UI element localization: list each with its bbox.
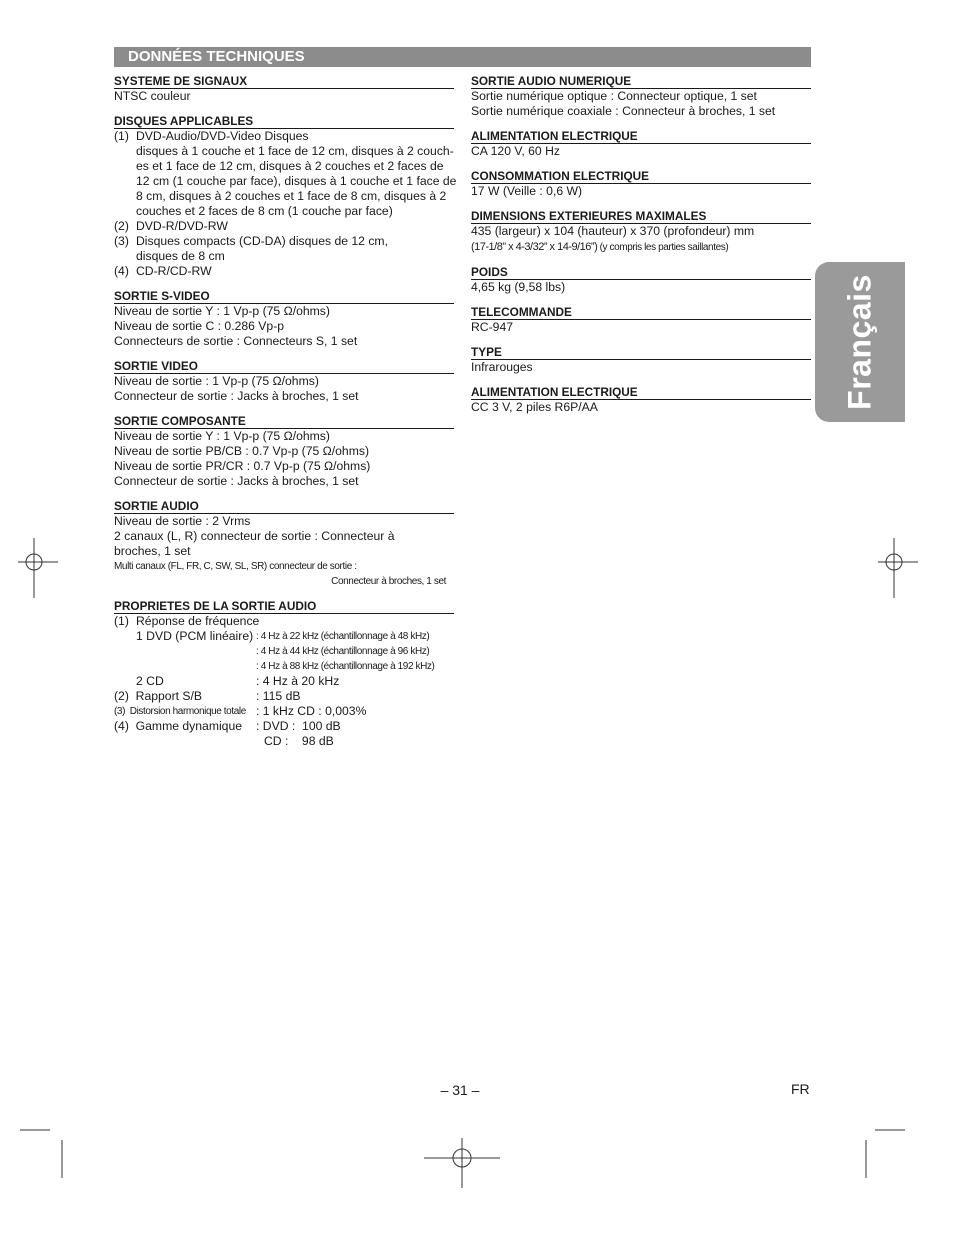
dimensions-section	[471, 208, 811, 255]
spec-line: Infrarouges	[471, 360, 533, 374]
spec-line: Niveau de sortie : 2 Vrms	[114, 514, 251, 528]
language-side-tab-label: Français	[841, 274, 878, 410]
item-number: (4)	[114, 264, 129, 278]
crop-mark-bottom-right-icon	[860, 1128, 920, 1183]
list-item	[114, 234, 454, 249]
dimensions-inches: (17-1/8” x 4-3/32” x 14-9/16”)	[471, 241, 598, 253]
spec-line: Niveau de sortie PB/CB : 0.7 Vp-p (75 Ω/ohms)	[114, 444, 370, 458]
spec-label-empty	[114, 734, 264, 749]
section-heading: PROPRIETES DE LA SORTIE AUDIO	[114, 598, 454, 614]
spec-row	[114, 704, 454, 719]
section-heading: DISQUES APPLICABLES	[114, 113, 454, 129]
spec-line: Connecteur de sortie : Jacks à broches, 1 set	[114, 389, 359, 403]
item-number: (2)	[114, 219, 129, 233]
item-text: CD-R/CD-RW	[136, 264, 212, 278]
s-video-output-section	[114, 288, 454, 349]
audio-output-section	[114, 498, 454, 589]
spec-value: : 4 Hz à 20 kHz	[256, 674, 340, 688]
spec-line: Connecteur à broches, 1 set	[331, 576, 446, 587]
spec-line: Connecteurs de sortie : Connecteurs S, 1 set	[114, 334, 358, 348]
spec-label: (2) Rapport S/B	[114, 689, 203, 703]
item-text: DVD-R/DVD-RW	[136, 219, 228, 233]
spec-row	[114, 629, 454, 644]
section-heading: SYSTEME DE SIGNAUX	[114, 73, 454, 89]
section-heading: CONSOMMATION ELECTRIQUE	[471, 168, 811, 184]
spec-row	[114, 644, 454, 659]
spec-row	[114, 689, 454, 704]
spec-line: RC-947	[471, 320, 513, 334]
item-continuation: disques de 8 cm	[136, 249, 225, 263]
list-item	[114, 614, 454, 629]
item-number: (1)	[114, 129, 129, 143]
spec-line: 435 (largeur) x 104 (hauteur) x 370 (profondeur) mm	[471, 224, 755, 238]
section-heading: SORTIE AUDIO	[114, 498, 454, 514]
left-column	[114, 73, 457, 758]
power-supply-section	[471, 128, 811, 159]
spec-line: broches, 1 set	[114, 544, 191, 558]
item-continuation: disques à 1 couche et 1 face de 12 cm, disques à 2 couch-	[136, 144, 454, 158]
dimensions-note: (y compris les parties saillantes)	[597, 242, 729, 253]
crop-mark-bottom-left-icon	[20, 1128, 80, 1183]
spec-line: Niveau de sortie C : 0.286 Vp-p	[114, 319, 285, 333]
section-heading: ALIMENTATION ELECTRIQUE	[471, 128, 811, 144]
spec-line: Niveau de sortie Y : 1 Vp-p (75 Ω/ohms)	[114, 304, 330, 318]
language-code: FR	[791, 1081, 810, 1097]
registration-mark-left-icon	[18, 538, 58, 598]
list-item	[114, 219, 454, 234]
spec-row	[114, 674, 454, 689]
spec-label-empty	[114, 644, 256, 659]
spec-row	[114, 659, 454, 674]
section-heading: SORTIE AUDIO NUMERIQUE	[471, 73, 811, 89]
list-item	[114, 129, 454, 144]
registration-mark-right-icon	[878, 538, 918, 598]
spec-line: Niveau de sortie PR/CR : 0.7 Vp-p (75 Ω/ohms)	[114, 459, 371, 473]
power-consumption-section	[471, 168, 811, 199]
spec-line: 2 canaux (L, R) connecteur de sortie : Connecteur à	[114, 529, 395, 543]
spec-row	[114, 734, 454, 749]
spec-line: 17 W (Veille : 0,6 W)	[471, 184, 583, 198]
registration-mark-bottom-icon	[424, 1138, 504, 1188]
item-text: Disques compacts (CD-DA) disques de 12 cm,	[136, 234, 388, 248]
item-text: Réponse de fréquence	[136, 614, 260, 628]
digital-audio-output-section	[471, 73, 811, 119]
spec-line	[471, 239, 811, 255]
audio-properties-section	[114, 598, 454, 749]
spec-value: : 4 Hz à 44 kHz (échantillonnage à 96 kHz)	[256, 646, 430, 657]
remote-control-section	[471, 304, 811, 335]
item-text: DVD-Audio/DVD-Video Disques	[136, 129, 309, 143]
spec-line: NTSC couleur	[114, 89, 191, 103]
section-title-banner	[114, 47, 811, 67]
remote-power-section	[471, 384, 811, 415]
spec-line: CA 120 V, 60 Hz	[471, 144, 560, 158]
remote-type-section	[471, 344, 811, 375]
spec-label-empty	[114, 659, 256, 674]
list-item	[114, 264, 454, 279]
signal-system-section	[114, 73, 454, 104]
spec-value: : 1 kHz CD : 0,003%	[256, 704, 367, 718]
spec-line: Sortie numérique optique : Connecteur optique, 1 set	[471, 89, 757, 103]
section-heading: DIMENSIONS EXTERIEURES MAXIMALES	[471, 208, 811, 224]
section-heading: POIDS	[471, 264, 811, 280]
spec-line: CC 3 V, 2 piles R6P/AA	[471, 400, 598, 414]
section-heading: TYPE	[471, 344, 811, 360]
spec-label: (4) Gamme dynamique	[114, 719, 243, 733]
section-heading: SORTIE VIDEO	[114, 358, 454, 374]
applicable-discs-section	[114, 113, 457, 279]
spec-row	[114, 719, 454, 734]
section-title: DONNÉES TECHNIQUES	[128, 48, 305, 65]
component-output-section	[114, 413, 454, 489]
spec-label: 2 CD	[136, 674, 164, 688]
item-number: (3)	[114, 234, 129, 248]
spec-line: Sortie numérique coaxiale : Connecteur à broches, 1 set	[471, 104, 776, 118]
spec-value: : 4 Hz à 22 kHz (échantillonnage à 48 kHz)	[256, 631, 430, 642]
language-side-tab	[815, 262, 905, 422]
item-continuation: 8 cm, disques à 2 couches et 1 face de 8 cm, disques à 2	[136, 189, 447, 203]
item-continuation: couches et 2 faces de 8 cm (1 couche par face)	[136, 204, 393, 218]
section-heading: ALIMENTATION ELECTRIQUE	[471, 384, 811, 400]
spec-label: 1 DVD (PCM linéaire)	[136, 629, 254, 643]
spec-line: Niveau de sortie Y : 1 Vp-p (75 Ω/ohms)	[114, 429, 330, 443]
page-number: – 31 –	[440, 1082, 480, 1098]
item-number: (1)	[114, 614, 129, 628]
spec-line: Multi canaux (FL, FR, C, SW, SL, SR) connecteur de sortie :	[114, 561, 357, 572]
right-column	[471, 73, 811, 424]
video-output-section	[114, 358, 454, 404]
spec-line: Niveau de sortie : 1 Vp-p (75 Ω/ohms)	[114, 374, 319, 388]
section-heading: SORTIE COMPOSANTE	[114, 413, 454, 429]
spec-line: 4,65 kg (9,58 lbs)	[471, 280, 566, 294]
item-continuation: 12 cm (1 couche par face), disques à 1 couche et 1 face de	[136, 174, 457, 188]
spec-value: : DVD : 100 dB	[256, 719, 341, 733]
spec-label: (3) Distorsion harmonique totale	[114, 706, 246, 717]
spec-value: : 4 Hz à 88 kHz (échantillonnage à 192 kHz)	[256, 661, 435, 672]
weight-section	[471, 264, 811, 295]
section-heading: TELECOMMANDE	[471, 304, 811, 320]
spec-value: : 115 dB	[256, 689, 301, 703]
spec-line: Connecteur de sortie : Jacks à broches, 1 set	[114, 474, 359, 488]
item-continuation: es et 1 face de 12 cm, disques à 2 couches et 2 faces de	[136, 159, 444, 173]
section-heading: SORTIE S-VIDEO	[114, 288, 454, 304]
spec-value: CD : 98 dB	[264, 734, 334, 748]
